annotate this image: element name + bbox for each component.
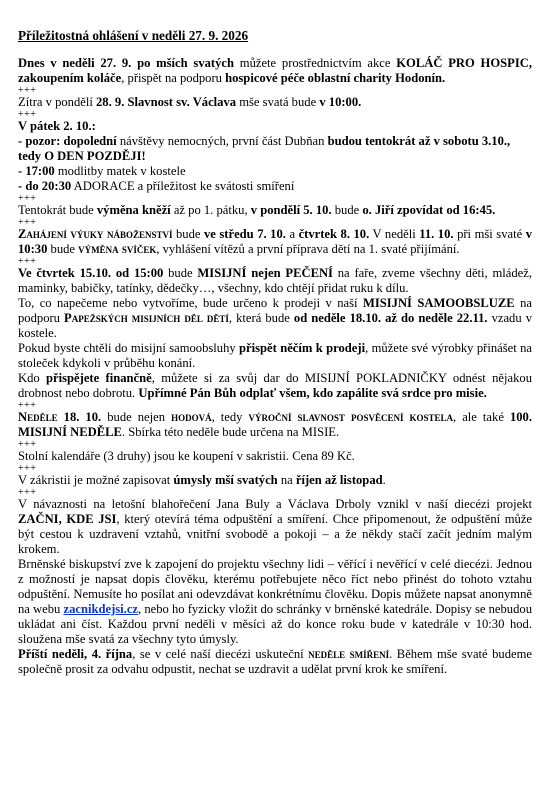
announcement-religion-classes	[18, 227, 532, 257]
separator: +++	[18, 193, 37, 204]
list-item	[18, 179, 532, 194]
text: na podporu	[18, 296, 532, 325]
text: na	[277, 473, 296, 487]
text: , ale také	[453, 410, 510, 424]
text: , která bude	[228, 311, 294, 325]
separator: +++	[18, 439, 37, 450]
text: modlitby matek v kostele	[54, 164, 186, 178]
text: a	[285, 227, 299, 241]
text: To, co napečeme nebo vytvoříme, bude určeno k prodeji v naší	[18, 296, 363, 310]
text-bold: v pondělí 5. 10.	[250, 203, 332, 217]
announcement-zacni-kde-jsi	[18, 497, 532, 677]
separator: +++	[18, 256, 37, 267]
announcement-sv-vaclav	[18, 95, 532, 110]
text: , který otevírá téma odpuštění a smíření. Chce připomenout, že odpuštění může být cestou k uzdravení vztahů, vnitřní svobodě a pokoji – a že někdy stačí začít jedním malým krokem.	[18, 512, 533, 556]
announcement-priest-exchange	[18, 203, 532, 218]
text-bold: hodová	[171, 410, 212, 424]
paragraph	[18, 497, 532, 557]
text-bold: v 10:30	[18, 227, 532, 256]
text-bold: přispějete finančně	[46, 371, 152, 385]
text-bold: říjen až listopad	[295, 473, 383, 487]
text: mše svatá bude	[236, 95, 320, 109]
section-heading: V pátek 2. 10.:	[18, 119, 96, 133]
announcement-mass-intentions	[18, 473, 532, 488]
list-item	[18, 134, 532, 164]
text: V zákristii je možné zapisovat	[18, 473, 174, 487]
paragraph	[18, 296, 532, 341]
separator: +++	[18, 487, 37, 498]
text: , tedy	[211, 410, 249, 424]
text: bude	[331, 203, 363, 217]
text-bold: - do 20:30	[18, 179, 72, 193]
text-bold: výměna svíček	[78, 242, 157, 256]
text-bold: MISIJNÍ SAMOOBSLUZE	[362, 296, 515, 310]
text-bold: 11. 10.	[419, 227, 454, 241]
separator: +++	[18, 463, 37, 474]
text-bold: úmysly mší svatých	[173, 473, 278, 487]
text: , přispět na podporu	[121, 71, 226, 85]
separator: +++	[18, 85, 37, 96]
paragraph	[18, 371, 532, 401]
separator: +++	[18, 217, 37, 228]
paragraph	[18, 557, 532, 647]
text-bold: v 10:00.	[319, 95, 362, 109]
text-bold: Papežských misijních děl dětí	[64, 311, 229, 325]
text: .	[382, 473, 386, 487]
text: . Sbírka této neděle bude určena na MISIE.	[121, 425, 340, 439]
text-bold: - 17:00	[18, 164, 55, 178]
text: bude	[47, 242, 79, 256]
announcement-first-friday	[18, 119, 532, 194]
text: V neděli	[369, 227, 420, 241]
text-bold: 100. MISIJNÍ NEDĚLE	[18, 410, 532, 439]
text-bold: - pozor: dopolední	[18, 134, 117, 148]
text: bude	[163, 266, 198, 280]
text: bude nejen	[101, 410, 172, 424]
text-bold: Dnes v neděli 27. 9. po mších svatých	[18, 56, 234, 70]
text-bold: ve středu 7. 10.	[204, 227, 286, 241]
paragraph	[18, 341, 532, 371]
text-bold: výroční slavnost posvěcení kostela	[248, 410, 454, 424]
text: , se v celé naší diecézi uskuteční	[132, 647, 309, 661]
list-item	[18, 164, 532, 179]
text: návštěvy nemocných, první část Dubňan	[116, 134, 328, 148]
paragraph	[18, 647, 532, 677]
text-bold: o. Jiří zpovídat od 16:45.	[362, 203, 496, 217]
text-bold: hospicové péče oblastní charity Hodonín	[225, 71, 443, 85]
separator: +++	[18, 400, 37, 411]
text: ,	[528, 56, 532, 70]
text: V návaznosti na letošní blahořečení Jana Buly a Václava Drboly vznikl v naší diecézi projekt	[18, 497, 532, 511]
announcement-kolac-pro-hospic	[18, 56, 532, 86]
text-bold: Zahájení výuky náboženství	[18, 227, 173, 241]
paragraph	[18, 266, 532, 296]
text: , můžete si za svůj dar do MISIJNÍ POKLADNIČKY odnést nějakou drobnost nebo dobrotu.	[18, 371, 532, 400]
text: .	[442, 71, 446, 85]
text: můžete prostřednictvím akce	[234, 56, 397, 70]
text: , nebo ho fyzicky vložit do schránky v brněnské katedrále. Dopisy se nebudou ukládat ani číst. Každou první neděli v měsíci až do konce roku bude v katedrále v 10:30 hod. sloužena mše svatá za všechny tyto úmysly.	[18, 602, 532, 646]
text-bold: budou tentokrát až v sobotu 3.10., tedy O DEN POZDĚJI!	[18, 134, 511, 163]
text-bold: Ve čtvrtek 15.10. od 15:00	[18, 266, 164, 280]
text-bold: KOLÁČ PRO HOSPIC	[396, 56, 529, 70]
text: ADORACE a příležitost ke svátosti smíření	[71, 179, 295, 193]
text-bold: Upřímné Pán Bůh odplať všem, kdo zapálite svá srdce pro misie.	[138, 386, 487, 400]
announcement-mission-baking	[18, 266, 532, 401]
text: při mši svaté	[453, 227, 526, 241]
text-bold: Neděle 18. 10.	[18, 410, 102, 424]
text: Pokud byste chtěli do misijní samoobsluhy	[18, 341, 240, 355]
text-bold: 28. 9. Slavnost sv. Václava	[96, 95, 237, 109]
text-bold: ZAČNI, KDE JSI	[18, 512, 117, 526]
text-bold: výměna kněží	[96, 203, 171, 217]
announcement-calendars: Stolní kalendáře (3 druhy) jsou ke koupení v sakristii. Cena 89 Kč.	[18, 449, 355, 463]
zacnikdejsi-link[interactable]: zacnikdejsi.cz	[63, 602, 138, 616]
text: , můžete své výrobky přinášet na stoleček kdykoli v průběhu konání.	[18, 341, 532, 370]
text-bold: čtvrtek 8. 10.	[298, 227, 370, 241]
text: , vyhlášení vítězů a první příprava dětí na 1. svaté přijímání.	[156, 242, 460, 256]
page-title: Příležitostná ohlášení v neděli 27. 9. 2026	[18, 28, 249, 43]
text: Kdo	[18, 371, 47, 385]
text-bold: zakoupením koláče	[18, 71, 122, 85]
announcement-feast-sunday	[18, 410, 532, 440]
text: Zítra v pondělí	[18, 95, 96, 109]
text: až po 1. pátku,	[170, 203, 251, 217]
text-bold: Příští neděli, 4. října	[18, 647, 133, 661]
text: na faře, zveme všechny děti, mládež, maminky, babičky, tatínky, dědečky…, všechny, kdo chtějí přidat ruku k dílu.	[18, 266, 533, 295]
text: Brněnské biskupství zve k zapojení do projektu všechny lidi – věřící i nevěřící v celé diecézi. Jednou z možností je napsat dopis člověku, kterému potřebujete něco říct nebo přinést do tohoto vztahu odpuštění. Nemusíte ho posílat ani odevzdávat konkrétnímu člověku. Dopis můžete napsat anonymně na webu	[18, 557, 532, 616]
text: . Během mše svaté budeme společně prosit za odvahu odpustit, nechat se uzdravit a udělat první krok ke smíření.	[18, 647, 532, 676]
text-bold: neděle smíření	[308, 647, 390, 661]
text-bold: od neděle 18.10. až do neděle 22.11.	[293, 311, 488, 325]
separator: +++	[18, 109, 37, 120]
text: bude	[172, 227, 204, 241]
text: vzadu v kostele.	[18, 311, 533, 340]
text: Tentokrát bude	[18, 203, 97, 217]
text-bold: MISIJNÍ nejen PEČENÍ	[197, 266, 333, 280]
text-bold: přispět něčím k prodeji	[239, 341, 366, 355]
